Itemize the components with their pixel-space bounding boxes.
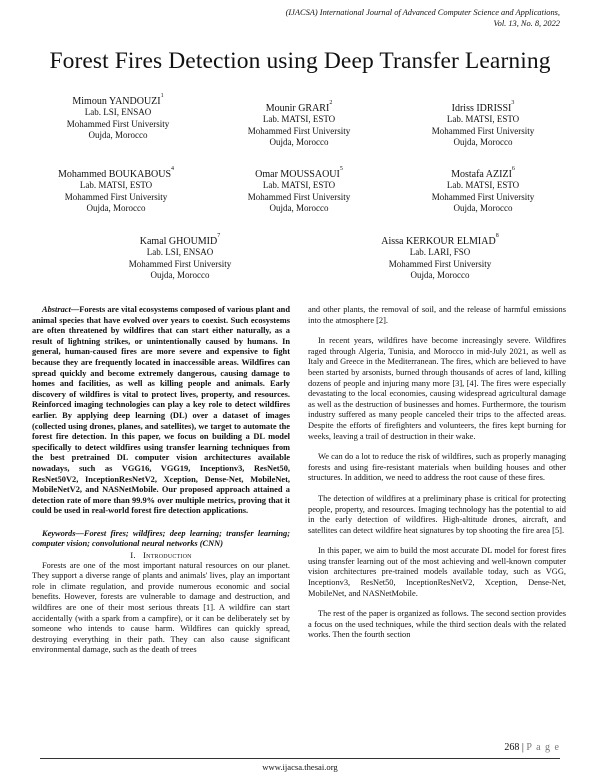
author-name: Kamal GHOUMID$^7$ [139,233,221,247]
author-univ: Mohammed First University [388,258,492,269]
author-city: Oujda, Morocco [88,130,148,141]
abstract: Abstract—Forests are vital ecosystems composed of various plant and animal species that have evolved over years to coexist. Such ecosystems are often threatened by wildfires that can start either naturally, as a result of lightning strikes, or unintentionally caused by humans. In general, human-caused fires are more severe and expensive to fight because they are frequently located in inaccessible areas. Wildfires can spread quickly and become extremely dangerous, causing damage to homes and facilities, as well as killing people and animals. Early discovery of wildfires is vital to protect lives, property, and resources. Reinforced imaging technologies can play a key role to detect wildfires earlier. By applying deep learning (DL) over a dataset of images (collected using drones, planes, and satellites), we target to automate the forest fire detection. In this paper, we focus on building a DL model specifically to detect wildfires using transfer learning techniques from the best pretrained DL computer vision architectures available nowadays, such as VGG16, VGG19, Inceptionv3, ResNet50, ResNet50V2, InceptionResNetV2, Xception, Dense-Net, MobileNet, MobileNetV2, and NASNetMobile. Our proposed approach attained a detection rate of more than 99.9% over multiple metrics, proving that it could be used in real-world forest fire detection applications. [32,305,290,516]
author-name: Idriss IDRISSI$^3$ [451,100,515,114]
author-univ: Mohammed First University [431,125,535,136]
body-paragraph: and other plants, the removal of soil, and the release of harmful emissions into the atmosphere [2]. [308,305,566,325]
author-univ: Mohammed First University [66,118,170,129]
page-number: 268 | P a g e [504,742,560,753]
section-heading: I. Introduction [130,550,192,561]
author-city: Oujda, Morocco [86,203,146,214]
author-name: Omar MOUSSAOUI$^5$ [255,166,343,180]
author-block-4 [36,166,196,215]
author-city: Oujda, Morocco [269,203,329,214]
author-city: Oujda, Morocco [453,137,513,148]
journal-header [140,8,560,29]
author-univ: Mohammed First University [64,191,168,202]
intro-paragraph: Forests are one of the most important natural resources on our planet. They support a diverse range of plants and animals' lives, play an important role in climate regulation, and provide numerous economic and social benefits. However, forests are vulnerable to damage and destruction, and wildfires are one of their most serious threats [1]. A wildfire can start accidentally (with a spark from a campfire), or it can be deliberately set by someone who intends to cause harm. Wildfires can quickly spread, destroying everything in their path. They can also cause significant environmental damage, such as the death of trees [32,560,290,655]
author-city: Oujda, Morocco [410,270,470,281]
author-univ: Mohammed First University [247,191,351,202]
author-city: Oujda, Morocco [269,137,329,148]
author-block-3 [403,100,563,149]
author-block-8 [345,233,535,282]
journal-header-line2: Vol. 13, No. 8, 2022 [493,18,560,28]
paper-title: Forest Fires Detection using Deep Transfer Learning [49,48,551,74]
author-univ: Mohammed First University [247,125,351,136]
body-paragraph: The detection of wildfires at a preliminary phase is critical for protecting people, property, and resources. Imaging technology has the potential to aid in the early detection of wildfires. High-altitude drones, aircraft, and satellites can detect wildfire heat signatures by top shooting the fire area [5]. [308,493,566,535]
author-lab: Lab. MATSI, ESTO [262,180,336,191]
author-city: Oujda, Morocco [150,270,210,281]
author-lab: Lab. MATSI, ESTO [446,180,520,191]
author-block-5 [219,166,379,215]
author-block-6 [403,166,563,215]
author-univ: Mohammed First University [431,191,535,202]
right-column [308,305,566,641]
body-paragraph: The rest of the paper is organized as follows. The second section provides a focus on the used techniques, while the third section deals with the related works. Then the fourth section [308,609,566,640]
author-lab: Lab. MATSI, ESTO [446,114,520,125]
author-block-2 [219,100,379,149]
author-name: Mostafa AZIZI$^6$ [451,166,515,180]
author-name: Mimoun YANDOUZI$^1$ [72,93,164,107]
body-paragraph: In this paper, we aim to build the most accurate DL model for forest fires using transfer learning out of the most achieving and well-known computer vision architectures pre-trained models available today, such as VGG, Inceptionv3, ResNet50, InceptionResNetV2, Xception, Dense-Net, MobileNet, and NASNetMobile. [308,546,566,598]
author-lab: Lab. LSI, ENSAO [84,107,152,118]
body-paragraph: In recent years, wildfires have become increasingly severe. Wildfires raged through Algeria, Tunisia, and Morocco in mid-July 2021, as well as Italy and Greece in the Mediterranean. The fires, which are believed to have been started by arsonists, burned through thousands of acres of land, killing dozens of people and injuring many more [3], [4]. The fires were especially devastating to the local economies, causing widespread agricultural damage as well as the destruction of businesses and homes. Furthermore, the tourism industry suffered as many people canceled their trips to the affected areas. Despite the efforts of firefighters and volunteers, the fires kept burning for weeks, leaving a trail of destruction in their wake. [308,336,566,441]
footer-divider [40,758,560,759]
keywords: Keywords—Forest fires; wildfires; deep learning; transfer learning; computer vision; convolutional neural networks (CNN) [32,528,290,549]
author-lab: Lab. MATSI, ESTO [262,114,336,125]
author-lab: Lab. MATSI, ESTO [79,180,153,191]
body-paragraph: We can do a lot to reduce the risk of wildfires, such as properly managing forests and using fire-resistant materials when building houses and other structures. In addition, we need to address the root cause of these fires. [308,452,566,483]
left-column [32,305,290,656]
author-univ: Mohammed First University [128,258,232,269]
author-name: Mohammed BOUKABOUS$^4$ [57,166,175,180]
author-block-7 [90,233,270,282]
author-name: Mounir GRARI$^2$ [265,100,333,114]
author-lab: Lab. LARI, FSO [409,247,471,258]
author-name: Aissa KERKOUR ELMIAD$^8$ [381,233,499,247]
journal-website: www.ijacsa.thesai.org [262,762,338,772]
journal-header-line1: (IJACSA) International Journal of Advanced Computer Science and Applications, [285,8,560,17]
author-city: Oujda, Morocco [453,203,513,214]
author-block-1 [38,93,198,142]
author-lab: Lab. LSI, ENSAO [146,247,214,258]
